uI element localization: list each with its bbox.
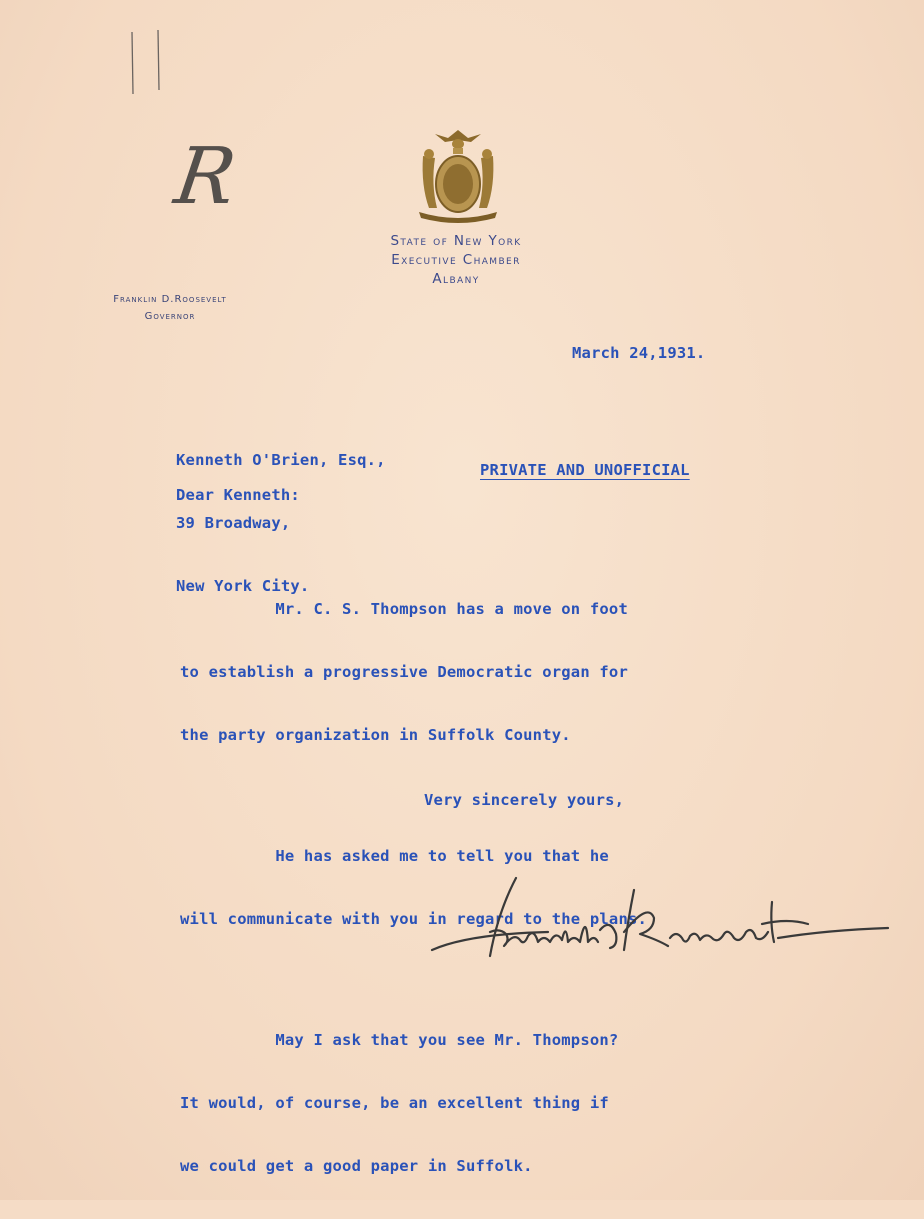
letterhead-city: Albany [432,271,480,287]
body-line: to establish a progressive Democratic organ for [180,663,628,681]
recipient-street: 39 Broadway, [176,514,291,532]
pencil-tick-marks [128,28,168,98]
body-line [180,972,647,988]
private-marking: PRIVATE AND UNOFFICIAL [480,461,690,479]
letterhead-chamber: Executive Chamber [391,252,521,268]
body-line: He has asked me to tell you that he [180,847,609,865]
body-line: It would, of course, be an excellent thing if [180,1094,609,1112]
letter-date: March 24,1931. [572,344,706,362]
sender-title: Governor [144,311,196,322]
letterhead [336,232,576,289]
body-line: Mr. C. S. Thompson has a move on foot [180,600,628,618]
body-line: May I ask that you see Mr. Thompson? [180,1031,619,1049]
sender-block [70,291,270,325]
body-line: the party organization in Suffolk County. [180,726,571,744]
handwritten-r-mark: R [169,132,242,222]
closing: Very sincerely yours, [424,791,625,809]
sender-name: Franklin D.Roosevelt [113,294,227,305]
body-line: we could get a good paper in Suffolk. [180,1157,533,1175]
recipient-city: New York City. [176,577,310,595]
state-seal-icon [413,126,503,224]
recipient-name: Kenneth O'Brien, Esq., [176,451,386,469]
signature-text [470,900,577,911]
letterhead-state: State of New York [390,233,522,249]
handwritten-signature [428,872,892,968]
body-line: will communicate with you in regard to the plans. [180,910,648,928]
salutation: Dear Kenneth: [176,486,300,504]
